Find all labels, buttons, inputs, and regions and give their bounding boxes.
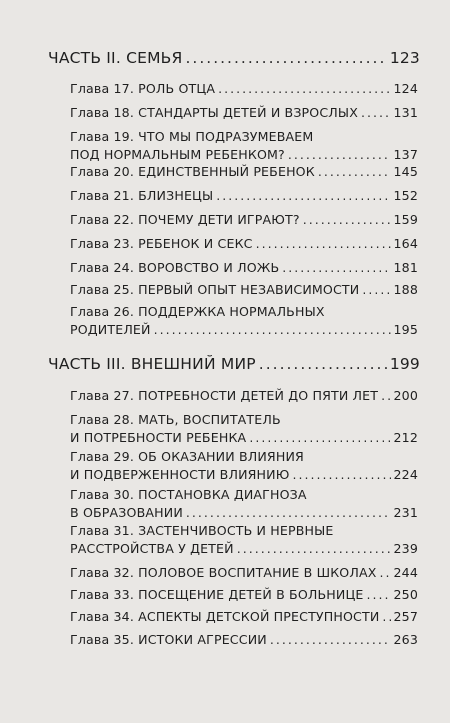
toc-entry [70,586,418,604]
chapter-page-number: 131 [393,105,418,120]
leader-dots [259,355,387,373]
chapter-title: Глава 19. ЧТО МЫ ПОДРАЗУМЕВАЕМ [70,129,314,144]
toc-entry [70,235,418,253]
part-title: ЧАСТЬ III. ВНЕШНИЙ МИР [48,355,256,373]
toc-entry [70,259,418,277]
chapter-page-number: 224 [393,467,418,482]
chapter-title: Глава 27. ПОТРЕБНОСТИ ДЕТЕЙ ДО ПЯТИ ЛЕТ [70,388,379,403]
toc-entry [70,211,418,229]
chapter-page-number: 137 [393,147,418,162]
chapter-page-number: 181 [393,260,418,275]
leader-dots [367,586,391,604]
leader-dots [381,387,390,405]
toc-entry [70,564,418,582]
leader-dots [218,80,390,98]
chapter-page-number: 188 [393,282,418,297]
chapter-title: Глава 28. МАТЬ, ВОСПИТАТЕЛЬ [70,412,281,427]
chapter-page-number: 124 [393,81,418,96]
toc-entry [70,486,418,522]
leader-dots [318,163,391,181]
chapter-title-continued: И ПОДВЕРЖЕННОСТИ ВЛИЯНИЮ [70,467,290,482]
leader-dots [288,146,391,164]
toc-entry [70,187,418,205]
chapter-page-number: 239 [393,541,418,556]
leader-dots [282,259,390,277]
chapter-title-continued: ПОД НОРМАЛЬНЫМ РЕБЕНКОМ? [70,147,285,162]
toc-entry [70,128,418,164]
leader-dots [293,466,391,484]
part-heading [48,49,420,67]
chapter-title-continued: В ОБРАЗОВАНИИ [70,505,183,520]
chapter-title: Глава 22. ПОЧЕМУ ДЕТИ ИГРАЮТ? [70,212,300,227]
leader-dots [237,540,391,558]
chapter-title: Глава 25. ПЕРВЫЙ ОПЫТ НЕЗАВИСИМОСТИ [70,282,360,297]
toc-entry [70,631,418,649]
chapter-page-number: 244 [393,565,418,580]
leader-dots [186,504,391,522]
leader-dots [216,187,390,205]
chapter-title: Глава 33. ПОСЕЩЕНИЕ ДЕТЕЙ В БОЛЬНИЦЕ [70,587,364,602]
toc-entry [70,608,418,626]
chapter-title: Глава 30. ПОСТАНОВКА ДИАГНОЗА [70,487,307,502]
chapter-title-continued: И ПОТРЕБНОСТИ РЕБЕНКА [70,430,247,445]
chapter-page-number: 231 [393,505,418,520]
chapter-title: Глава 35. ИСТОКИ АГРЕССИИ [70,632,267,647]
leader-dots [154,321,391,339]
chapter-title: Глава 31. ЗАСТЕНЧИВОСТЬ И НЕРВНЫЕ [70,523,334,538]
chapter-title: Глава 29. ОБ ОКАЗАНИИ ВЛИЯНИЯ [70,449,304,464]
chapter-title: Глава 26. ПОДДЕРЖКА НОРМАЛЬНЫХ [70,304,325,319]
chapter-title: Глава 32. ПОЛОВОЕ ВОСПИТАНИЕ В ШКОЛАХ [70,565,377,580]
leader-dots [362,281,390,299]
chapter-title: Глава 18. СТАНДАРТЫ ДЕТЕЙ И ВЗРОСЛЫХ [70,105,358,120]
part-heading [48,355,420,373]
chapter-page-number: 195 [393,322,418,337]
chapter-title-continued: РОДИТЕЛЕЙ [70,322,151,337]
chapter-page-number: 263 [393,632,418,647]
toc-entry [70,411,418,447]
leader-dots [380,564,391,582]
leader-dots [361,104,391,122]
chapter-title: Глава 21. БЛИЗНЕЦЫ [70,188,214,203]
chapter-page-number: 212 [393,430,418,445]
leader-dots [256,235,391,253]
chapter-page-number: 200 [393,388,418,403]
chapter-page-number: 159 [393,212,418,227]
part-page-number: 123 [389,49,420,67]
toc-entry [70,303,418,339]
toc-entry [70,387,418,405]
leader-dots [185,49,386,67]
toc-entry [70,522,418,558]
toc-entry [70,163,418,181]
part-page-number: 199 [389,355,420,373]
chapter-page-number: 250 [393,587,418,602]
toc-entry [70,281,418,299]
chapter-page-number: 152 [393,188,418,203]
chapter-page-number: 257 [393,609,418,624]
leader-dots [270,631,391,649]
toc-entry [70,80,418,98]
toc-entry [70,104,418,122]
part-title: ЧАСТЬ II. СЕМЬЯ [48,49,183,67]
toc-entry [70,448,418,484]
chapter-title: Глава 23. РЕБЕНОК И СЕКС [70,236,253,251]
leader-dots [303,211,391,229]
chapter-page-number: 164 [393,236,418,251]
chapter-title: Глава 34. АСПЕКТЫ ДЕТСКОЙ ПРЕСТУПНОСТИ [70,609,380,624]
chapter-title-continued: РАССТРОЙСТВА У ДЕТЕЙ [70,541,234,556]
leader-dots [249,429,390,447]
chapter-page-number: 145 [393,164,418,179]
chapter-title: Глава 17. РОЛЬ ОТЦА [70,81,216,96]
chapter-title: Глава 20. ЕДИНСТВЕННЫЙ РЕБЕНОК [70,164,315,179]
leader-dots [382,608,390,626]
chapter-title: Глава 24. ВОРОВСТВО И ЛОЖЬ [70,260,280,275]
